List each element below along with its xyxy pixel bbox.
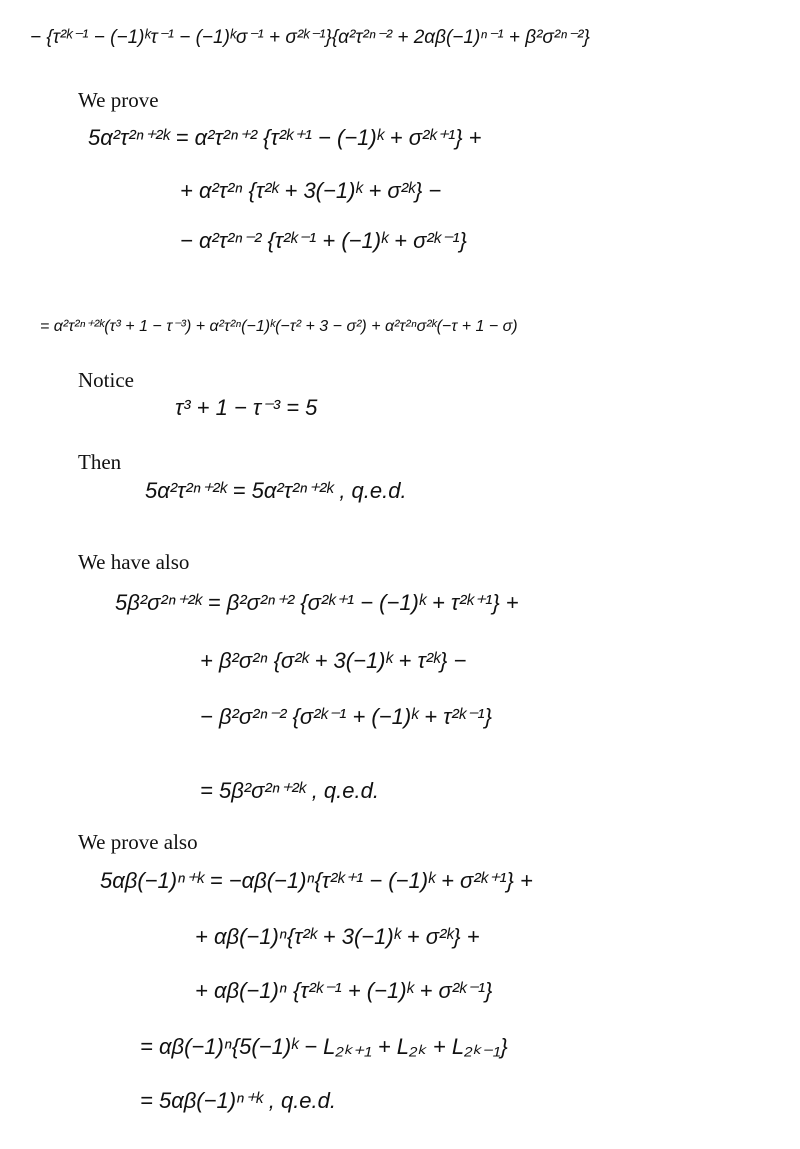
equation-line: − β²σ²ⁿ⁻² {σ²ᵏ⁻¹ + (−1)ᵏ + τ²ᵏ⁻¹} — [200, 704, 492, 729]
text-we-prove-also: We prove also — [78, 830, 198, 854]
text-we-prove: We prove — [78, 88, 159, 112]
equation-line: − α²τ²ⁿ⁻² {τ²ᵏ⁻¹ + (−1)ᵏ + σ²ᵏ⁻¹} — [180, 228, 467, 253]
text-notice: Notice — [78, 368, 134, 392]
equation-line: + αβ(−1)ⁿ {τ²ᵏ⁻¹ + (−1)ᵏ + σ²ᵏ⁻¹} — [195, 978, 493, 1003]
text-then: Then — [78, 450, 122, 474]
equation-line: τ³ + 1 − τ⁻³ = 5 — [175, 395, 318, 420]
equation-line: + α²τ²ⁿ {τ²ᵏ + 3(−1)ᵏ + σ²ᵏ} − — [180, 178, 442, 203]
equation-line: = α²τ²ⁿ⁺²ᵏ(τ³ + 1 − τ⁻³) + α²τ²ⁿ(−1)ᵏ(−τ² + 3 − σ²) + α²τ²ⁿσ²ᵏ(−τ + 1 − σ) — [40, 318, 518, 335]
equation-line: = 5β²σ²ⁿ⁺²ᵏ , q.e.d. — [200, 778, 379, 803]
equation-line: − {τ²ᵏ⁻¹ − (−1)ᵏτ⁻¹ − (−1)ᵏσ⁻¹ + σ²ᵏ⁻¹}{α²τ²ⁿ⁻² + 2αβ(−1)ⁿ⁻¹ + β²σ²ⁿ⁻²} — [30, 27, 590, 48]
equation-line: = αβ(−1)ⁿ{5(−1)ᵏ − L₂ₖ₊₁ + L₂ₖ + L₂ₖ₋₁} — [140, 1034, 508, 1059]
equation-line: 5α²τ²ⁿ⁺²ᵏ = 5α²τ²ⁿ⁺²ᵏ , q.e.d. — [145, 478, 407, 503]
equation-line: 5β²σ²ⁿ⁺²ᵏ = β²σ²ⁿ⁺² {σ²ᵏ⁺¹ − (−1)ᵏ + τ²ᵏ⁺¹} + — [115, 590, 519, 615]
equation-line: 5αβ(−1)ⁿ⁺ᵏ = −αβ(−1)ⁿ{τ²ᵏ⁺¹ − (−1)ᵏ + σ²ᵏ⁺¹} + — [100, 868, 533, 893]
equation-line: = 5αβ(−1)ⁿ⁺ᵏ , q.e.d. — [140, 1088, 337, 1113]
text-we-have-also: We have also — [78, 550, 190, 574]
equation-line: 5α²τ²ⁿ⁺²ᵏ = α²τ²ⁿ⁺² {τ²ᵏ⁺¹ − (−1)ᵏ + σ²ᵏ⁺¹} + — [88, 125, 482, 150]
equation-line: + αβ(−1)ⁿ{τ²ᵏ + 3(−1)ᵏ + σ²ᵏ} + — [195, 924, 480, 949]
equation-line: + β²σ²ⁿ {σ²ᵏ + 3(−1)ᵏ + τ²ᵏ} − — [200, 648, 467, 673]
